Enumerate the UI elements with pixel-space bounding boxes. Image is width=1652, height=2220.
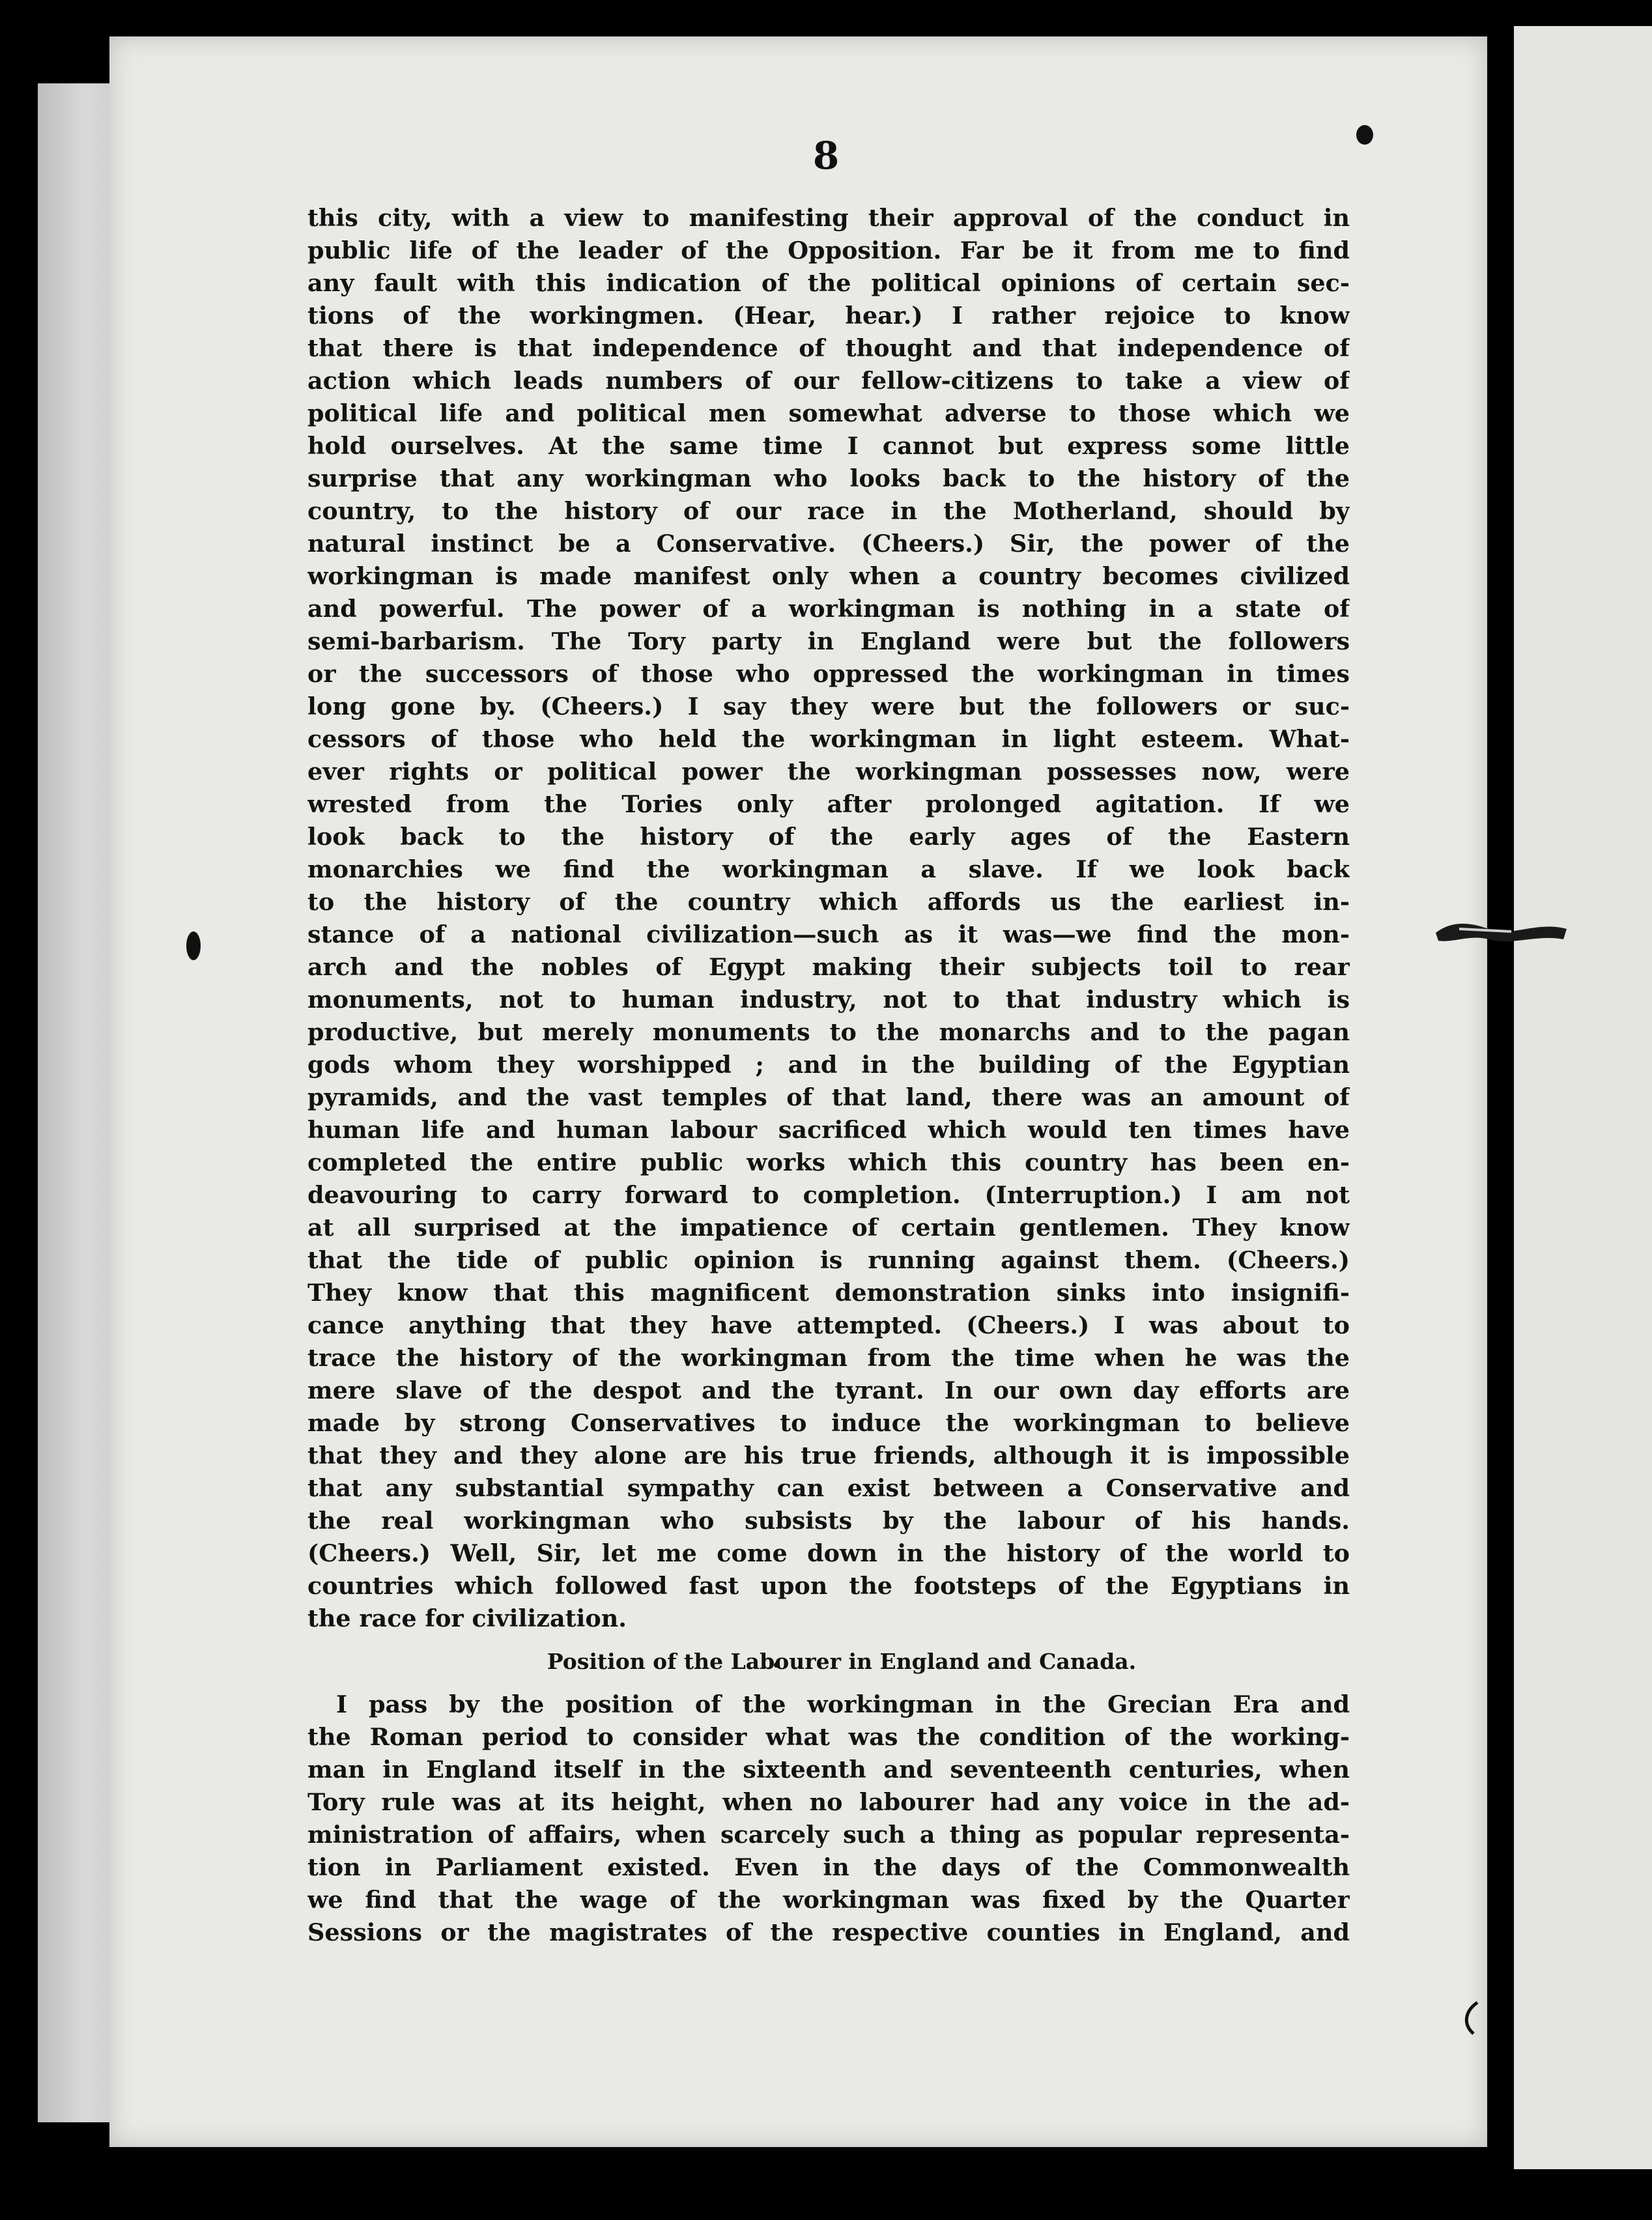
text-line: action which leads numbers of our fellow-citizens to take a view of: [307, 367, 1350, 395]
text-line: cance anything that they have attempted. (Cheers.) I was about to: [307, 1311, 1350, 1339]
text-line: cessors of those who held the workingman in light esteem. What-: [307, 725, 1350, 753]
text-line: long gone by. (Cheers.) I say they were but the followers or suc-: [307, 692, 1350, 720]
text-line: that any substantial sympathy can exist between a Conservative and: [307, 1474, 1350, 1502]
text-line: trace the history of the workingman from the time when he was the: [307, 1344, 1350, 1372]
text-line: arch and the nobles of Egypt making their subjects toil to rear: [307, 953, 1350, 981]
text-line: that they and they alone are his true friends, although it is impossible: [307, 1442, 1350, 1470]
ink-spot: [186, 932, 201, 960]
text-line: natural instinct be a Conservative. (Cheers.) Sir, the power of the: [307, 530, 1350, 558]
text-line: workingman is made manifest only when a country becomes civilized: [307, 562, 1350, 590]
next-page-edge: [1514, 26, 1652, 2169]
text-line: wrested from the Tories only after prolonged agitation. If we: [307, 790, 1350, 818]
text-line: political life and political men somewhat adverse to those which we: [307, 399, 1350, 427]
text-line: surprise that any workingman who looks back to the history of the: [307, 464, 1350, 492]
text-line: any fault with this indication of the political opinions of certain sec-: [307, 269, 1350, 297]
section-heading: Position of the Labourer in England and Canada.: [547, 1649, 1137, 1674]
text-line: mere slave of the despot and the tyrant. In our own day efforts are: [307, 1376, 1350, 1404]
text-line: the real workingman who subsists by the labour of his hands.: [307, 1507, 1350, 1535]
text-line: made by strong Conservatives to induce the workingman to believe: [307, 1409, 1350, 1437]
paragraph: [307, 1688, 1350, 1949]
text-line: look back to the history of the early ages of the Eastern: [307, 823, 1350, 851]
text-line: They know that this magnificent demonstration sinks into insignifi-: [307, 1279, 1350, 1307]
text-line: stance of a national civilization—such as it was—we find the mon-: [307, 920, 1350, 948]
text-line: that there is that independence of thought and that independence of: [307, 334, 1350, 362]
text-line: tions of the workingmen. (Hear, hear.) I rather rejoice to know: [307, 302, 1350, 330]
text-line: semi-barbarism. The Tory party in England were but the followers: [307, 627, 1350, 655]
text-line: at all surprised at the impatience of certain gentlemen. They know: [307, 1214, 1350, 1242]
text-line: (Cheers.) Well, Sir, let me come down in the history of the world to: [307, 1539, 1350, 1567]
text-line: to the history of the country which affords us the earliest in-: [307, 888, 1350, 916]
text-line: ministration of affairs, when scarcely such a thing as popular representa-: [307, 1821, 1350, 1849]
text-line: human life and human labour sacrificed which would ten times have: [307, 1116, 1350, 1144]
text-line: or the successors of those who oppressed the workingman in times: [307, 660, 1350, 688]
text-line: hold ourselves. At the same time I cannot but express some little: [307, 432, 1350, 460]
text-line: this city, with a view to manifesting their approval of the conduct in: [307, 204, 1350, 232]
text-line: completed the entire public works which this country has been en-: [307, 1148, 1350, 1176]
text-line: Tory rule was at its height, when no labourer had any voice in the ad-: [307, 1788, 1350, 1816]
previous-page-edge: [38, 83, 116, 2122]
text-line: country, to the history of our race in the Motherland, should by: [307, 497, 1350, 525]
binding-clip-mark: [1433, 917, 1570, 948]
text-line: monarchies we find the workingman a slave. If we look back: [307, 855, 1350, 883]
text-line: I pass by the position of the workingman in the Grecian Era and: [336, 1690, 1350, 1718]
paragraph: [307, 202, 1350, 1635]
text-line: monuments, not to human industry, not to that industry which is: [307, 986, 1350, 1014]
text-line: man in England itself in the sixteenth and seventeenth centuries, when: [307, 1756, 1350, 1784]
body-text: [307, 202, 1350, 1949]
page-corner-mark: [1458, 1999, 1484, 2038]
text-line: gods whom they worshipped ; and in the building of the Egyptian: [307, 1051, 1350, 1079]
text-line: Sessions or the magistrates of the respective counties in England, and: [307, 1918, 1350, 1946]
text-line: that the tide of public opinion is running against them. (Cheers.): [307, 1246, 1350, 1274]
text-line: the Roman period to consider what was the condition of the working-: [307, 1723, 1350, 1751]
text-line: the race for civilization.: [307, 1604, 627, 1632]
text-line: pyramids, and the vast temples of that land, there was an amount of: [307, 1083, 1350, 1111]
text-line: public life of the leader of the Opposition. Far be it from me to find: [307, 236, 1350, 264]
page-number: 8: [812, 134, 840, 178]
text-line: countries which followed fast upon the footsteps of the Egyptians in: [307, 1572, 1350, 1600]
text-line: tion in Parliament existed. Even in the days of the Commonwealth: [307, 1853, 1350, 1881]
text-line: ever rights or political power the workingman possesses now, were: [307, 758, 1350, 786]
text-line: deavouring to carry forward to completion. (Interruption.) I am not: [307, 1181, 1350, 1209]
text-line: productive, but merely monuments to the monarchs and to the pagan: [307, 1018, 1350, 1046]
text-line: and powerful. The power of a workingman is nothing in a state of: [307, 595, 1350, 623]
text-line: we find that the wage of the workingman was fixed by the Quarter: [307, 1886, 1350, 1914]
